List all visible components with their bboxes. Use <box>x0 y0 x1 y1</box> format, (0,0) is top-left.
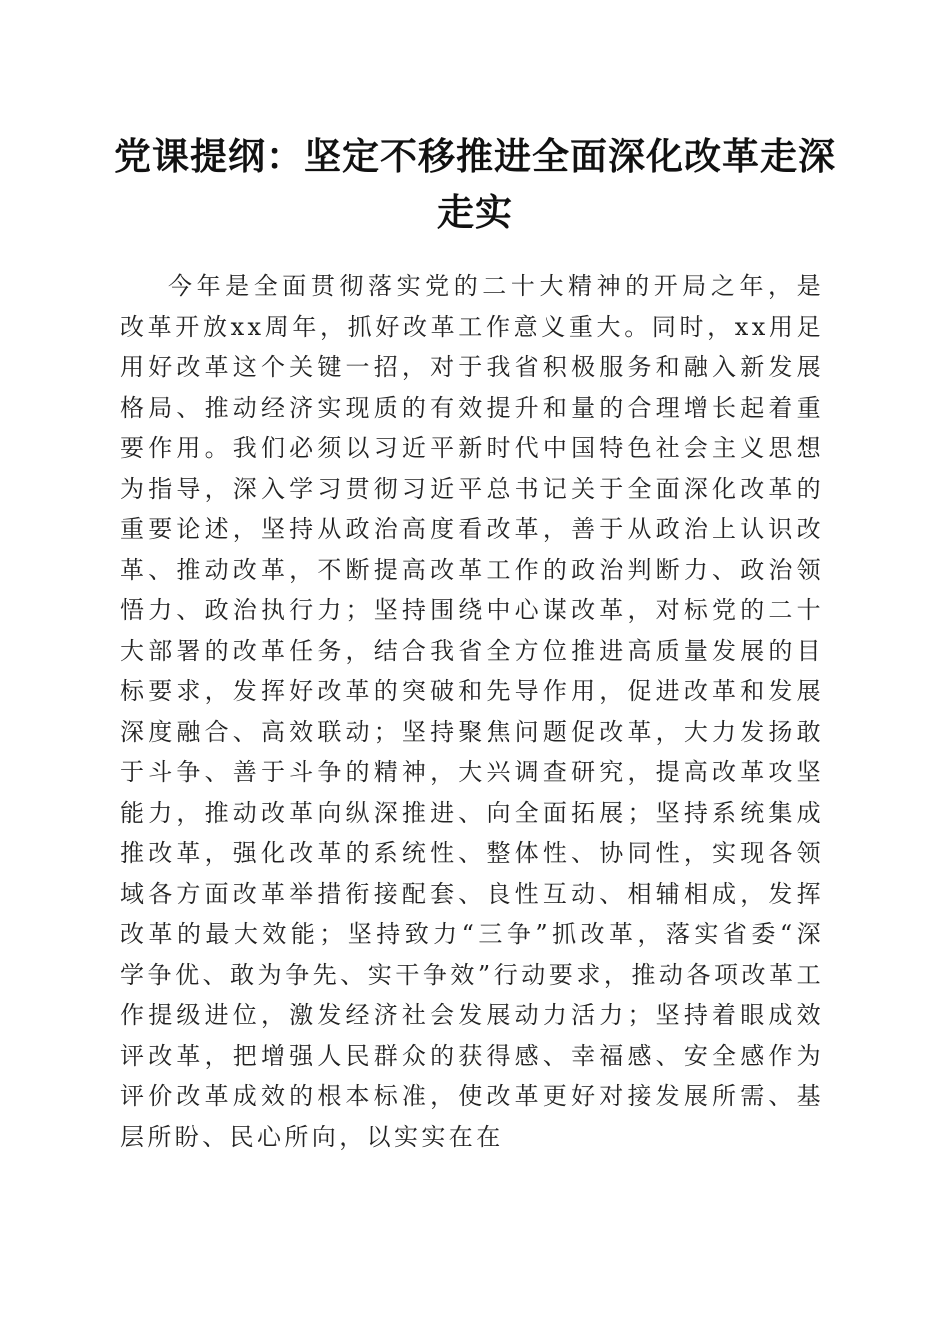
body-paragraph: 今年是全面贯彻落实党的二十大精神的开局之年，是改革开放xx周年，抓好改革工作意义重大。同时，xx用足用好改革这个关键一招，对于我省积极服务和融入新发展格局、推动经济实现质的有效提升和量的合理增长起着重要作用。我们必须以习近平新时代中国特色社会主义思想为指导，深入学习贯彻习近平总书记关于全面深化改革的重要论述，坚持从政治高度看改革，善于从政治上认识改革、推动改革，不断提高改革工作的政治判断力、政治领悟力、政治执行力；坚持围绕中心谋改革，对标党的二十大部署的改革任务，结合我省全方位推进高质量发展的目标要求，发挥好改革的突破和先导作用，促进改革和发展深度融合、高效联动；坚持聚焦问题促改革，大力发扬敢于斗争、善于斗争的精神，大兴调查研究，提高改革攻坚能力，推动改革向纵深推进、向全面拓展；坚持系统集成推改革，强化改革的系统性、整体性、协同性，实现各领域各方面改革举措衔接配套、良性互动、相辅相成，发挥改革的最大效能；坚持致力“三争”抓改革，落实省委“深学争优、敢为争先、实干争效”行动要求，推动各项改革工作提级进位，激发经济社会发展动力活力；坚持着眼成效评改革，把增强人民群众的获得感、幸福感、安全感作为评价改革成效的根本标准，使改革更好对接发展所需、基层所盼、民心所向，以实实在在 <box>120 272 824 1151</box>
document-title: 党课提纲：坚定不移推进全面深化改革走深走实 <box>114 134 836 234</box>
